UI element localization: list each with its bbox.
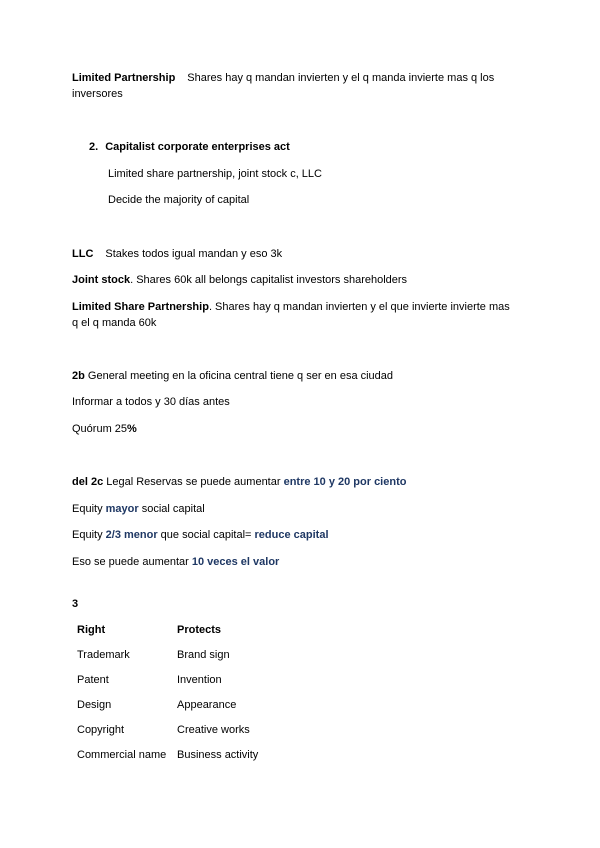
section-2-number: 2. bbox=[89, 141, 99, 153]
table-row bbox=[72, 717, 263, 742]
aumentar-line bbox=[72, 555, 279, 569]
section-2-title: Capitalist corporate enterprises act bbox=[105, 141, 290, 153]
section-2c-highlight: entre 10 y 20 por ciento bbox=[283, 476, 407, 488]
cell-protects: Invention bbox=[177, 673, 222, 686]
cell-right: Trademark bbox=[77, 648, 130, 661]
equity-menor-middle: que social capital= bbox=[157, 529, 255, 541]
quorum-text: Quórum 25 bbox=[72, 423, 128, 435]
joint-stock-line bbox=[72, 273, 407, 287]
cell-right: Copyright bbox=[77, 723, 125, 736]
cell-right: Design bbox=[77, 698, 112, 711]
section-2b-label: 2b bbox=[72, 370, 85, 382]
term-lsp: Limited Share Partnership bbox=[72, 301, 209, 313]
rights-table bbox=[72, 617, 263, 767]
quorum-percent: % bbox=[127, 423, 137, 435]
section-2b-desc: General meeting en la oficina central tiene q ser en esa ciudad bbox=[84, 370, 394, 382]
aumentar-prefix: Eso se puede aumentar bbox=[72, 556, 192, 568]
cell-protects: Brand sign bbox=[177, 648, 230, 661]
table-row bbox=[72, 742, 263, 767]
header-protects: Protects bbox=[177, 623, 222, 636]
equity-mayor-suffix: social capital bbox=[138, 503, 205, 515]
cell-right: Commercial name bbox=[77, 748, 167, 761]
llc-line bbox=[72, 247, 282, 261]
limited-partnership-line bbox=[72, 71, 494, 85]
cell-protects: Creative works bbox=[177, 723, 250, 736]
joint-stock-desc: . Shares 60k all belongs capitalist investors shareholders bbox=[130, 274, 408, 286]
section-3-number: 3 bbox=[72, 598, 79, 610]
lsp-desc: . Shares hay q mandan invierten y el que invierte invierte mas bbox=[208, 301, 510, 313]
table-row bbox=[72, 667, 263, 692]
section-2-heading bbox=[89, 140, 290, 154]
section-2b-line-2: Informar a todos y 30 días antes bbox=[72, 396, 230, 408]
section-2-line-2: Decide the majority of capital bbox=[108, 194, 250, 206]
section-2c-label: del 2c bbox=[72, 476, 104, 488]
table-row bbox=[72, 642, 263, 667]
equity-menor-line bbox=[72, 528, 329, 542]
equity-menor-highlight: 2/3 menor bbox=[105, 529, 158, 541]
equity-mayor-highlight: mayor bbox=[105, 503, 139, 515]
equity-menor-prefix: Equity bbox=[72, 529, 106, 541]
equity-mayor-prefix: Equity bbox=[72, 503, 106, 515]
header-right: Right bbox=[77, 623, 106, 636]
table-row bbox=[72, 692, 263, 717]
limited-partnership-desc: Shares hay q mandan invierten y el q manda invierte mas q los bbox=[187, 72, 495, 84]
quorum-line bbox=[72, 422, 137, 436]
term-limited-partnership: Limited Partnership bbox=[72, 72, 176, 84]
equity-mayor-line bbox=[72, 502, 205, 516]
table-header-row bbox=[72, 617, 263, 642]
llc-desc: Stakes todos igual mandan y eso 3k bbox=[105, 248, 283, 260]
section-3-heading bbox=[72, 597, 78, 611]
reduce-capital-highlight: reduce capital bbox=[254, 529, 329, 541]
lsp-line bbox=[72, 300, 510, 314]
aumentar-highlight: 10 veces el valor bbox=[191, 556, 280, 568]
limited-partnership-desc-cont: inversores bbox=[72, 88, 123, 100]
term-llc: LLC bbox=[72, 248, 94, 260]
section-2c-desc: Legal Reservas se puede aumentar bbox=[103, 476, 284, 488]
cell-right: Patent bbox=[77, 673, 109, 686]
lsp-desc-cont: q el q manda 60k bbox=[72, 317, 157, 329]
section-2-line-1: Limited share partnership, joint stock c, LLC bbox=[108, 168, 322, 180]
cell-protects: Business activity bbox=[177, 748, 259, 761]
section-2c-line bbox=[72, 475, 406, 489]
cell-protects: Appearance bbox=[177, 698, 237, 711]
section-2b-line bbox=[72, 369, 393, 383]
term-joint-stock: Joint stock bbox=[72, 274, 131, 286]
